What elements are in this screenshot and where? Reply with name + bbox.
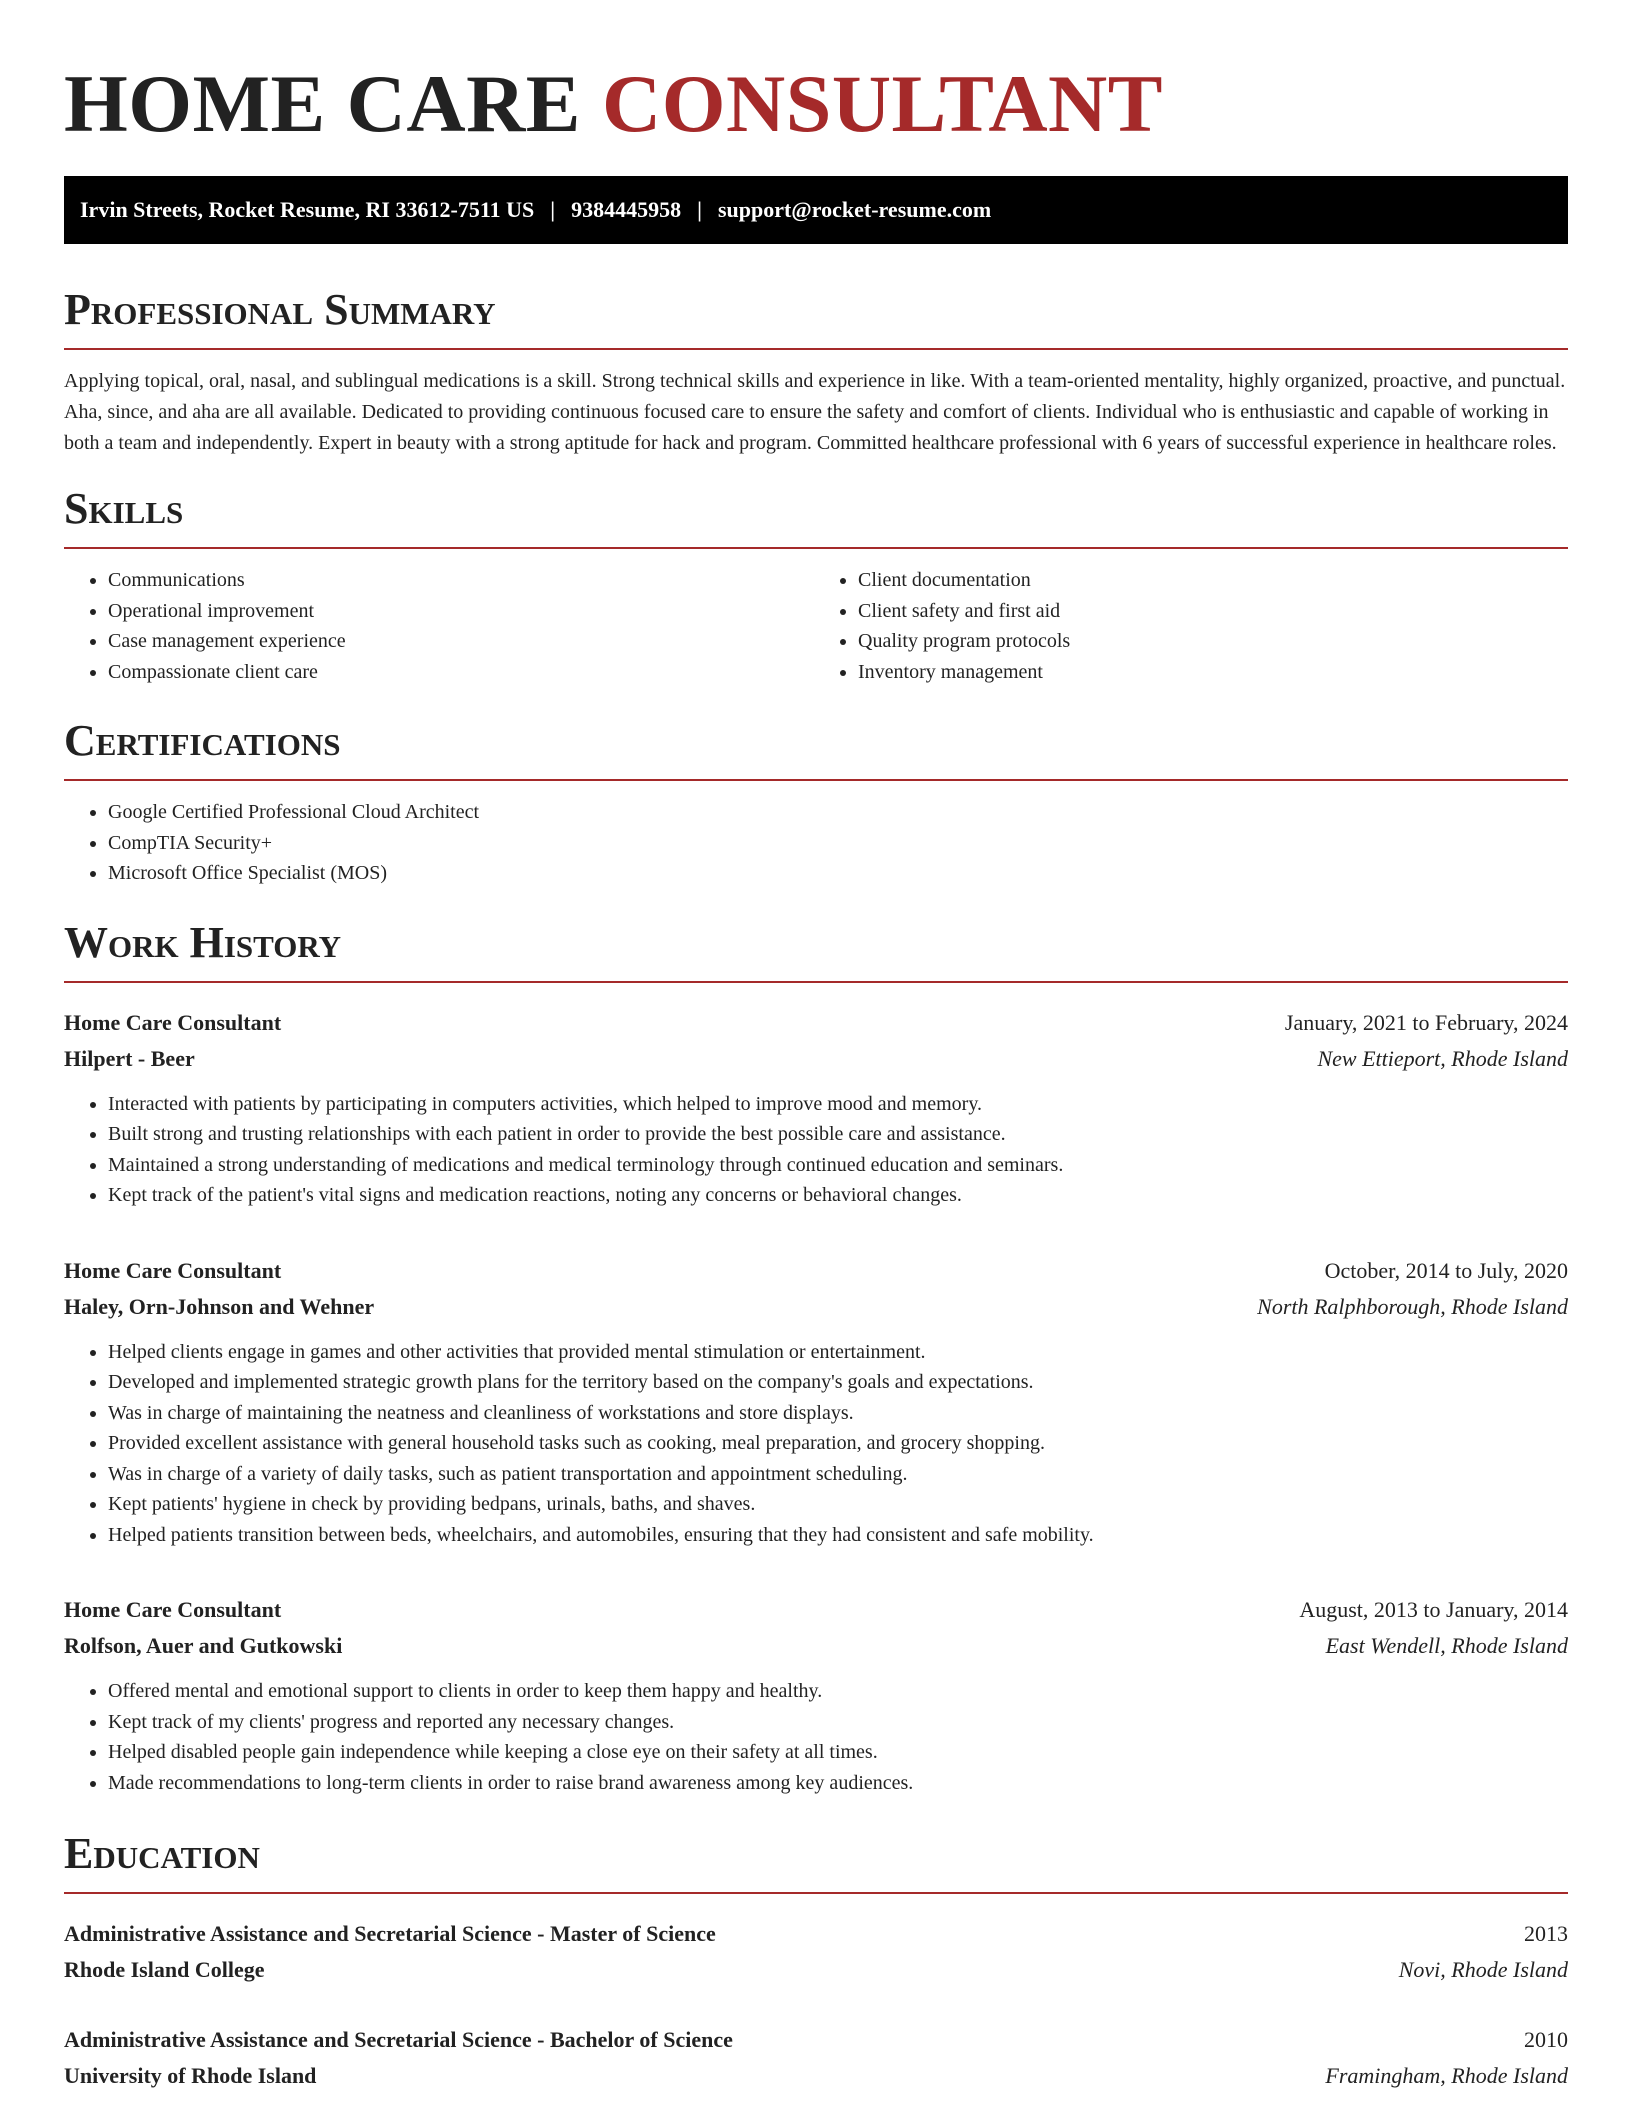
education-section [64,1828,1568,2094]
job-bullet: • Made recommendations to long-term clients in order to raise brand awareness among key audiences. [108,1768,1568,1799]
job-bullet: • Developed and implemented strategic growth plans for the territory based on the company's goals and expectations. [108,1367,1568,1398]
contact-email: support@rocket-resume.com [717,197,992,222]
education-location: Novi, Rhode Island [1398,1957,1568,1982]
skill-item: • Communications [108,565,848,596]
job-company-row [64,1289,1568,1325]
section-title-skills: Skills [64,483,1568,549]
job-location: New Ettieport, Rhode Island [1317,1045,1568,1071]
work-history-section [64,917,1568,1799]
certifications-section [64,715,1568,889]
job-role: Home Care Consultant [64,1009,282,1035]
skill-item: • Case management experience [108,626,848,657]
job-bullet: • Provided excellent assistance with general household tasks such as cooking, meal preparation, and grocery shopping. [108,1428,1568,1459]
education-school-row [64,1952,1568,1988]
education-school: University of Rhode Island [64,2063,317,2088]
job-bullet: • Kept track of my clients' progress and reported any necessary changes. [108,1707,1568,1738]
job-location: North Ralphborough, Rhode Island [1257,1293,1568,1319]
education-degree: Administrative Assistance and Secretarial Science - Master of Science [64,1921,716,1946]
job-bullet: • Interacted with patients by participating in computers activities, which helped to improve mood and memory. [108,1089,1568,1120]
job-header-row [64,1253,1568,1289]
job-role: Home Care Consultant [64,1257,282,1283]
contact-address: Irvin Streets, Rocket Resume, RI 33612-7511 US [80,197,535,222]
education-entry [64,1916,1568,1988]
summary-text: Applying topical, oral, nasal, and sublingual medications is a skill. Strong technical skills and experience in like. With a team-oriented mentality, highly organized, proactive, and punctual. Aha, since, and aha are all available. Dedicated to providing continuous focused care to ensure the safety and comfort of clients. Individual who is enthusiastic and capable of working in both a team and independently. Expert in beauty with a strong aptitude for hack and program. Committed healthcare professional with 6 years of successful experience in healthcare roles. [64,370,1566,454]
job-bullet: • Was in charge of a variety of daily tasks, such as patient transportation and appointment scheduling. [108,1459,1568,1490]
summary-section [64,284,1568,459]
job-company: Rolfson, Auer and Gutkowski [64,1633,343,1658]
certifications-list [64,797,1568,889]
job-bullet: • Offered mental and emotional support to clients in order to keep them happy and healthy. [108,1676,1568,1707]
job-entry [64,1253,1568,1551]
job-bullets [64,1337,1568,1551]
job-company: Hilpert - Beer [64,1045,195,1071]
job-location: East Wendell, Rhode Island [1325,1633,1568,1658]
job-company-row [64,1041,1568,1077]
education-school: Rhode Island College [64,1957,265,1982]
job-header-row [64,1005,1568,1041]
skill-item: • Operational improvement [108,596,848,627]
certification-item: • Google Certified Professional Cloud Architect [108,797,1568,828]
education-school-row [64,2058,1568,2094]
job-bullets [64,1676,1568,1798]
education-degree-row [64,1916,1568,1952]
job-entry [64,1592,1568,1798]
contact-separator: | [550,197,556,222]
name-second: CONSULTANT [602,58,1163,149]
certification-item: • Microsoft Office Specialist (MOS) [108,858,1568,889]
skills-list-left [64,565,848,687]
job-entry [64,1005,1568,1211]
education-degree: Administrative Assistance and Secretarial Science - Bachelor of Science [64,2027,733,2052]
skill-item: • Inventory management [858,657,1598,688]
skills-section [64,483,1568,687]
job-role: Home Care Consultant [64,1597,282,1622]
job-bullet: • Kept track of the patient's vital signs and medication reactions, noting any concerns or behavioral changes. [108,1180,1568,1211]
job-bullet: • Kept patients' hygiene in check by providing bedpans, urinals, baths, and shaves. [108,1489,1568,1520]
section-title-summary: Professional Summary [64,284,1568,350]
skill-item: • Client safety and first aid [858,596,1598,627]
skills-grid [64,549,1568,687]
job-bullet: • Helped patients transition between beds, wheelchairs, and automobiles, ensuring that they had consistent and safe mobility. [108,1520,1568,1551]
contact-phone: 9384445958 [571,197,682,222]
education-year: 2013 [1524,1921,1568,1946]
skills-list-right [814,565,1598,687]
job-bullets [64,1089,1568,1211]
job-dates: August, 2013 to January, 2014 [1299,1597,1568,1622]
job-dates: January, 2021 to February, 2024 [1284,1009,1568,1035]
job-bullet: • Helped disabled people gain independence while keeping a close eye on their safety at all times. [108,1737,1568,1768]
skill-item: • Compassionate client care [108,657,848,688]
education-degree-row [64,2022,1568,2058]
job-dates: October, 2014 to July, 2020 [1324,1257,1568,1283]
contact-separator: | [697,197,702,222]
education-entry [64,2022,1568,2094]
name-first: HOME CARE [64,58,581,149]
certification-item: • CompTIA Security+ [108,828,1568,859]
education-location: Framingham, Rhode Island [1325,2063,1568,2088]
job-header-row [64,1592,1568,1628]
section-title-certifications: Certifications [64,715,1568,781]
job-bullet: • Was in charge of maintaining the neatness and cleanliness of workstations and store displays. [108,1398,1568,1429]
job-bullet: • Helped clients engage in games and other activities that provided mental stimulation or entertainment. [108,1337,1568,1368]
job-company: Haley, Orn-Johnson and Wehner [64,1293,375,1319]
job-company-row [64,1628,1568,1664]
job-bullet: • Maintained a strong understanding of medications and medical terminology through continued education and seminars. [108,1150,1568,1181]
education-year: 2010 [1524,2027,1568,2052]
skill-item: • Quality program protocols [858,626,1598,657]
job-bullet: • Built strong and trusting relationships with each patient in order to provide the best possible care and assistance. [108,1119,1568,1150]
section-title-education: Education [64,1828,1568,1894]
resume-name [64,0,1568,152]
skill-item: • Client documentation [858,565,1598,596]
section-title-work-history: Work History [64,917,1568,983]
contact-bar [64,176,1568,244]
